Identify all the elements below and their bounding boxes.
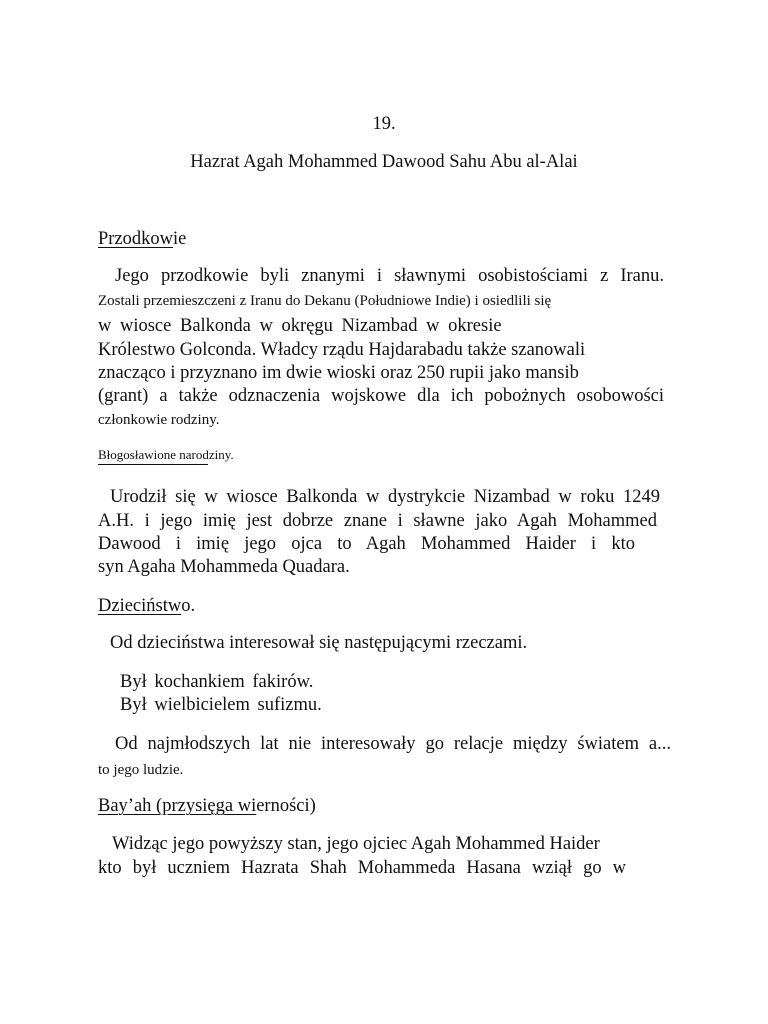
heading-underlined-part: Bay’ah (przysięga wi bbox=[98, 796, 257, 816]
paragraph-line: Zostali przemieszczeni z Iranu do Dekanu (Południowe Indie) i osiedlili się bbox=[98, 293, 552, 309]
paragraph-line: Królestwo Golconda. Władcy rządu Hajdarabadu także szanowali bbox=[98, 340, 586, 360]
paragraph-line: znacząco i przyznano im dwie wioski oraz 250 rupii jako mansib bbox=[98, 363, 579, 383]
paragraph-line: A.H. i jego imię jest dobrze znane i sławne jako Agah Mohammed bbox=[98, 511, 657, 531]
paragraph-line: (grant) a także odznaczenia wojskowe dla ich pobożnych osobowości bbox=[98, 386, 664, 406]
paragraph-line: Od dzieciństwa interesował się następującymi rzeczami. bbox=[110, 633, 528, 653]
list-item: Był kochankiem fakirów. bbox=[120, 672, 314, 692]
paragraph-line: kto był uczniem Hazrata Shah Mohammeda Hasana wziął go w bbox=[98, 858, 626, 878]
section-heading-ancestors bbox=[98, 228, 186, 250]
paragraph-line: członkowie rodziny. bbox=[98, 412, 220, 428]
paragraph-line: Dawood i imię jego ojca to Agah Mohammed Haider i kto bbox=[98, 534, 635, 554]
paragraph-line: Urodził się w wiosce Balkonda w dystrykcie Nizambad w roku 1249 bbox=[110, 487, 660, 507]
paragraph-line: to jego ludzie. bbox=[98, 762, 184, 778]
section-heading-birth: Błogosławione narodziny. bbox=[98, 447, 234, 462]
heading-rest-part: o. bbox=[181, 596, 196, 616]
heading-underline-rule bbox=[98, 464, 208, 465]
section-heading-bayah bbox=[98, 795, 316, 817]
paragraph-line: syn Agaha Mohammeda Quadara. bbox=[98, 557, 350, 577]
section-heading-childhood bbox=[98, 595, 195, 617]
heading-underlined-part: Dzieciństw bbox=[98, 596, 182, 616]
paragraph-line: Jego przodkowie byli znanymi i sławnymi osobistościami z Iranu. bbox=[115, 266, 664, 286]
list-item: Był wielbicielem sufizmu. bbox=[120, 695, 322, 715]
page-title: Hazrat Agah Mohammed Dawood Sahu Abu al-Alai bbox=[190, 152, 578, 172]
paragraph-line: Widząc jego powyższy stan, jego ojciec Agah Mohammed Haider bbox=[112, 834, 600, 854]
heading-rest-part: erności) bbox=[256, 796, 316, 816]
heading-underlined-part: Przodkow bbox=[98, 229, 174, 249]
heading-rest-part: ie bbox=[173, 229, 187, 249]
paragraph-line: w wiosce Balkonda w okręgu Nizambad w okresie bbox=[98, 316, 502, 336]
paragraph-line: Od najmłodszych lat nie interesowały go relacje między światem a... bbox=[115, 734, 671, 754]
page-number: 19. bbox=[372, 114, 396, 134]
